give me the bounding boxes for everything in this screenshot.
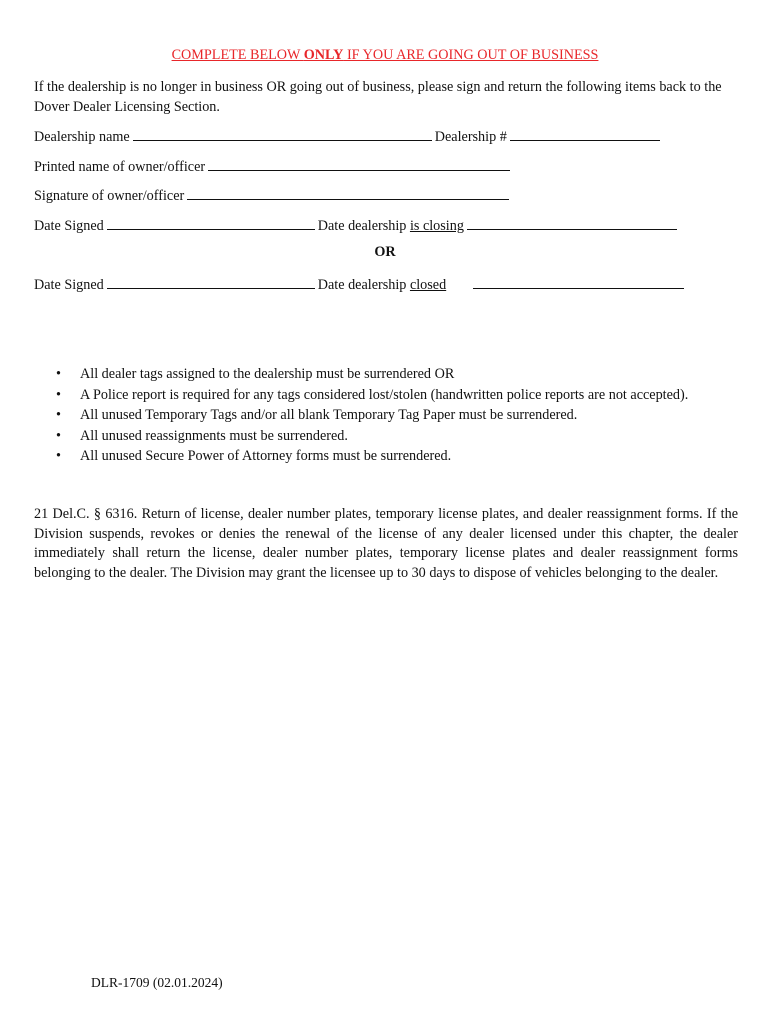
bullet-icon: • <box>56 448 61 464</box>
dealership-number-label: Dealership # <box>434 129 507 145</box>
heading-part2: IF YOU ARE GOING OUT OF BUSINESS <box>343 47 599 63</box>
date-signed-field-1[interactable] <box>107 215 315 230</box>
row-date-closing <box>34 215 680 235</box>
signature-field[interactable] <box>187 185 509 200</box>
bullet-icon: • <box>56 427 61 444</box>
list-item-text: All unused Temporary Tags and/or all blank Temporary Tag Paper must be surrendered. <box>80 407 578 423</box>
intro-text: If the dealership is no longer in business OR going out of business, please sign and return the following items back to the Dover Dealer Licensing Section. <box>34 79 722 115</box>
statute-text: 21 Del.C. § 6316. Return of license, dealer number plates, temporary license plates, and dealer reassignment forms. If the Division suspends, revokes or denies the renewal of the license of any dealer licensed under this chapter, the dealer immediately shall return the license, dealer number plates, temporary license plates and dealer reassignment forms belonging to the dealer. The Division may grant the licensee up to 30 days to dispose of vehicles belonging to the dealer. <box>34 506 738 581</box>
row-signature <box>34 185 512 205</box>
date-closed-label: Date dealership <box>317 277 410 293</box>
list-item <box>34 385 744 406</box>
bullet-icon: • <box>56 386 61 403</box>
list-item <box>34 446 744 467</box>
list-item <box>34 364 744 385</box>
bullet-icon: • <box>56 366 61 382</box>
list-item-text: All dealer tags assigned to the dealership must be surrendered OR <box>80 366 455 382</box>
row-date-closed <box>34 274 687 294</box>
dealership-name-field[interactable] <box>133 126 432 141</box>
section-heading <box>0 47 770 64</box>
printed-name-label: Printed name of owner/officer <box>34 159 206 175</box>
list-item-text: All unused Secure Power of Attorney forms must be surrendered. <box>80 448 452 464</box>
heading-emphasis: ONLY <box>303 47 344 63</box>
bullet-icon: • <box>56 407 61 423</box>
date-closed-emphasis: closed <box>409 277 447 293</box>
list-item <box>34 405 744 426</box>
list-item-text: All unused reassignments must be surrendered. <box>80 427 348 444</box>
date-closing-label: Date dealership <box>317 218 410 234</box>
date-closing-emphasis: is closing <box>409 218 464 234</box>
date-signed-field-2[interactable] <box>107 274 315 289</box>
row-printed-name <box>34 156 513 176</box>
heading-part1: COMPLETE BELOW <box>171 47 304 63</box>
row-dealership-name <box>34 126 663 146</box>
requirements-list <box>34 364 744 467</box>
date-signed-label-2: Date Signed <box>34 277 104 293</box>
signature-label: Signature of owner/officer <box>34 188 185 204</box>
date-signed-label: Date Signed <box>34 218 104 234</box>
form-number: DLR-1709 (02.01.2024) <box>91 975 223 990</box>
date-closed-field[interactable] <box>473 274 684 289</box>
dealership-number-field[interactable] <box>510 126 660 141</box>
printed-name-field[interactable] <box>208 156 510 171</box>
or-separator: OR <box>374 244 396 260</box>
list-item <box>34 426 744 447</box>
date-closing-field[interactable] <box>467 215 677 230</box>
list-item-text: A Police report is required for any tags considered lost/stolen (handwritten police reports are not accepted). <box>80 386 689 403</box>
dealership-name-label: Dealership name <box>34 129 130 145</box>
